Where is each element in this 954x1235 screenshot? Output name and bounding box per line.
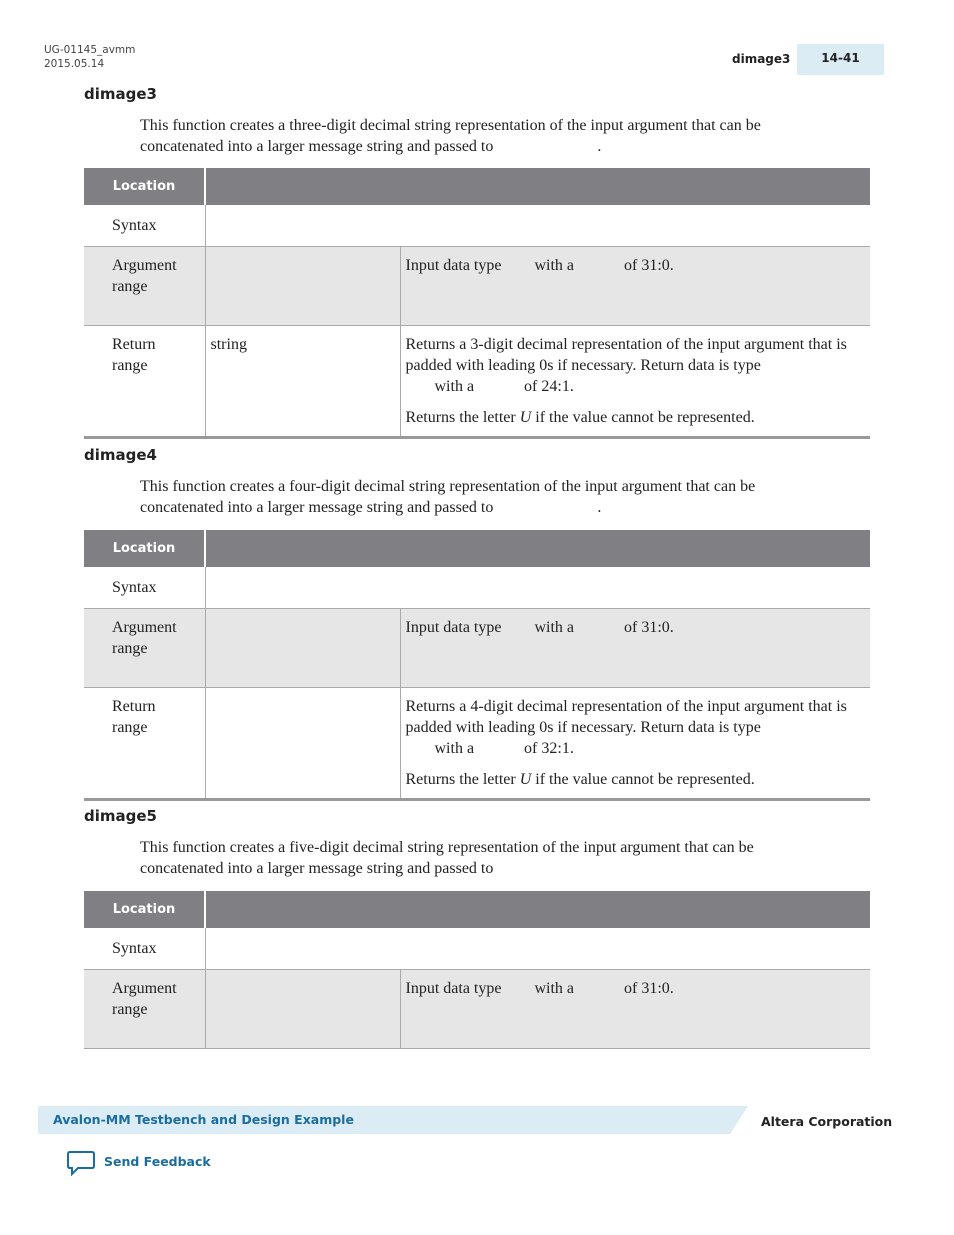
feedback-icon[interactable] xyxy=(66,1150,96,1176)
running-header-title: dimage3 xyxy=(732,52,791,66)
syntax-label: Syntax xyxy=(84,205,205,247)
section-description: This function creates a four-digit decimal string representation of the input argument that can be concatenated into a larger message string and passed to . xyxy=(140,478,756,516)
argument-range-label: Argument range xyxy=(84,247,205,326)
return-range-label: Return range xyxy=(84,688,205,800)
syntax-label: Syntax xyxy=(84,567,205,609)
argument-range-description: Input data type with a of 31:0. xyxy=(400,609,870,688)
location-header: Location xyxy=(84,168,205,205)
argument-range-row xyxy=(84,970,870,1049)
return-range-row xyxy=(84,688,870,800)
syntax-row xyxy=(84,928,870,970)
section-title-dimage5: dimage5 xyxy=(84,807,157,825)
table-header-row xyxy=(84,891,870,928)
send-feedback-link[interactable]: Send Feedback xyxy=(104,1154,211,1169)
argument-range-row xyxy=(84,609,870,688)
footer-doc-link[interactable]: Avalon-MM Testbench and Design Example xyxy=(53,1112,354,1127)
return-range-description: Returns a 4-digit decimal representation of the input argument that is padded with leading 0s if necessary. Return data is type with a of 32:1. Returns the letter U if the value cannot be represented. xyxy=(400,688,870,800)
footer-company: Altera Corporation xyxy=(761,1114,893,1129)
argument-range-label: Argument range xyxy=(84,609,205,688)
page-number: 14-41 xyxy=(797,44,884,75)
table-header-row xyxy=(84,530,870,567)
syntax-row xyxy=(84,205,870,247)
location-header: Location xyxy=(84,891,205,928)
return-range-label: Return range xyxy=(84,326,205,438)
argument-range-description: Input data type with a of 31:0. xyxy=(400,247,870,326)
syntax-label: Syntax xyxy=(84,928,205,970)
section-description: This function creates a five-digit decimal string representation of the input argument that can be concatenated into a larger message string and passed to xyxy=(140,839,754,877)
return-range-row xyxy=(84,326,870,438)
argument-range-description: Input data type with a of 31:0. xyxy=(400,970,870,1049)
function-table-dimage3 xyxy=(84,168,870,439)
section-description: This function creates a three-digit decimal string representation of the input argument that can be concatenated into a larger message string and passed to . xyxy=(140,117,761,155)
return-type xyxy=(205,688,400,800)
document-id-block xyxy=(44,43,135,71)
return-range-description: Returns a 3-digit decimal representation of the input argument that is padded with leading 0s if necessary. Return data is type with a of 24:1. Returns the letter U if the value cannot be represented. xyxy=(400,326,870,438)
location-header: Location xyxy=(84,530,205,567)
argument-range-row xyxy=(84,247,870,326)
function-table-dimage5 xyxy=(84,891,870,1049)
section-title-dimage4: dimage4 xyxy=(84,446,157,464)
function-table-dimage4 xyxy=(84,530,870,801)
argument-range-label: Argument range xyxy=(84,970,205,1049)
table-header-row xyxy=(84,168,870,205)
syntax-row xyxy=(84,567,870,609)
return-type: string xyxy=(205,326,400,438)
doc-id: UG-01145_avmm xyxy=(44,44,136,56)
section-title-dimage3: dimage3 xyxy=(84,85,157,103)
doc-date: 2015.05.14 xyxy=(44,58,105,70)
